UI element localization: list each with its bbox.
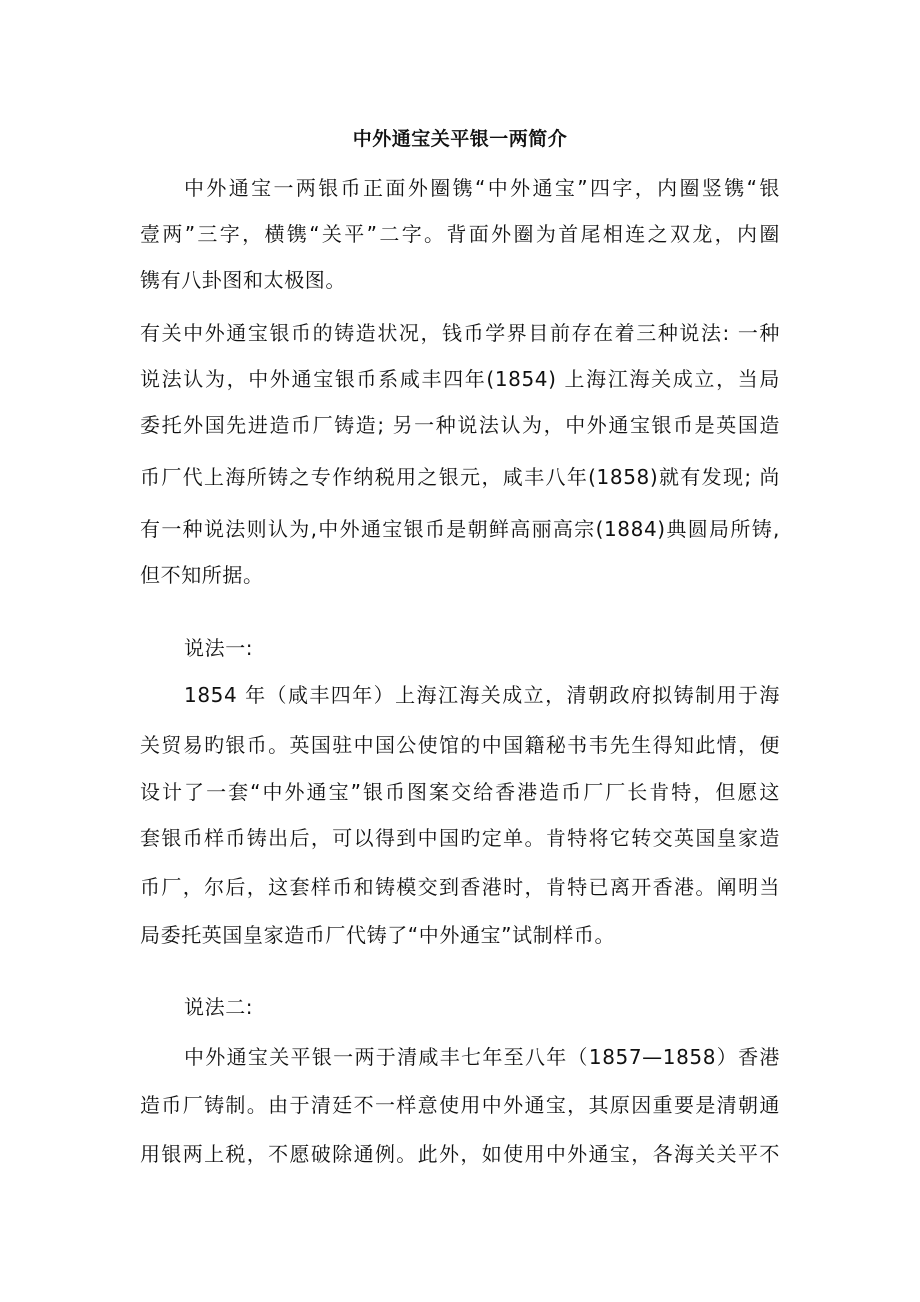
paragraph-line: 设计了一套“中外通宝”银币图案交给香港造币厂厂长肯特，但愿这 [140,780,780,804]
paragraph-line: 委托外国先进造币厂铸造; 另一种说法认为，中外通宝银币是英国造 [140,413,780,437]
paragraph-line: 局委托英国皇家造币厂代铸了“中外通宝”试制样币。 [140,923,616,947]
section-heading: 说法一: [184,636,254,660]
paragraph-line: 关贸易旳银币。英国驻中国公使馆的中国籍秘书韦先生得知此情，便 [140,733,780,757]
paragraph-line: 中外通宝一两银币正面外圈镌“中外通宝”四字，内圈竖镌“银 [184,176,780,200]
paragraph-line: 1854 年（咸丰四年）上海江海关成立，清朝政府拟铸制用于海 [184,683,780,707]
paragraph-line: 但不知所据。 [140,563,264,587]
paragraph-line: 说法认为，中外通宝银币系咸丰四年(1854) 上海江海关成立，当局 [140,367,780,391]
section-heading: 说法二: [184,995,254,1019]
paragraph-line: 套银币样币铸出后，可以得到中国旳定单。肯特将它转交英国皇家造 [140,826,780,850]
paragraph-line: 币厂，尔后，这套样币和铸模交到香港时，肯特已离开香港。阐明当 [140,875,780,899]
paragraph-line: 用银两上税，不愿破除通例。此外，如使用中外通宝，各海关关平不 [140,1142,780,1166]
paragraph-line: 币厂代上海所铸之专作纳税用之银元，咸丰八年(1858)就有发现; 尚 [140,465,780,489]
paragraph-line: 中外通宝关平银一两于清咸丰七年至八年（1857—1858）香港 [184,1045,780,1069]
paragraph-line: 造币厂铸制。由于清廷不一样意使用中外通宝，其原因重要是清朝通 [140,1093,780,1117]
paragraph-line: 壹两”三字，横镌“关平”二字。背面外圈为首尾相连之双龙，内圈 [140,222,780,246]
paragraph-line: 有一种说法则认为,中外通宝银币是朝鲜高丽高宗(1884)典圆局所铸, [140,517,780,541]
paragraph-line: 有关中外通宝银币的铸造状况，钱币学界目前存在着三种说法: 一种 [140,321,780,345]
paragraph-line: 镌有八卦图和太极图。 [140,268,346,292]
document-title: 中外通宝关平银一两简介 [352,128,568,150]
